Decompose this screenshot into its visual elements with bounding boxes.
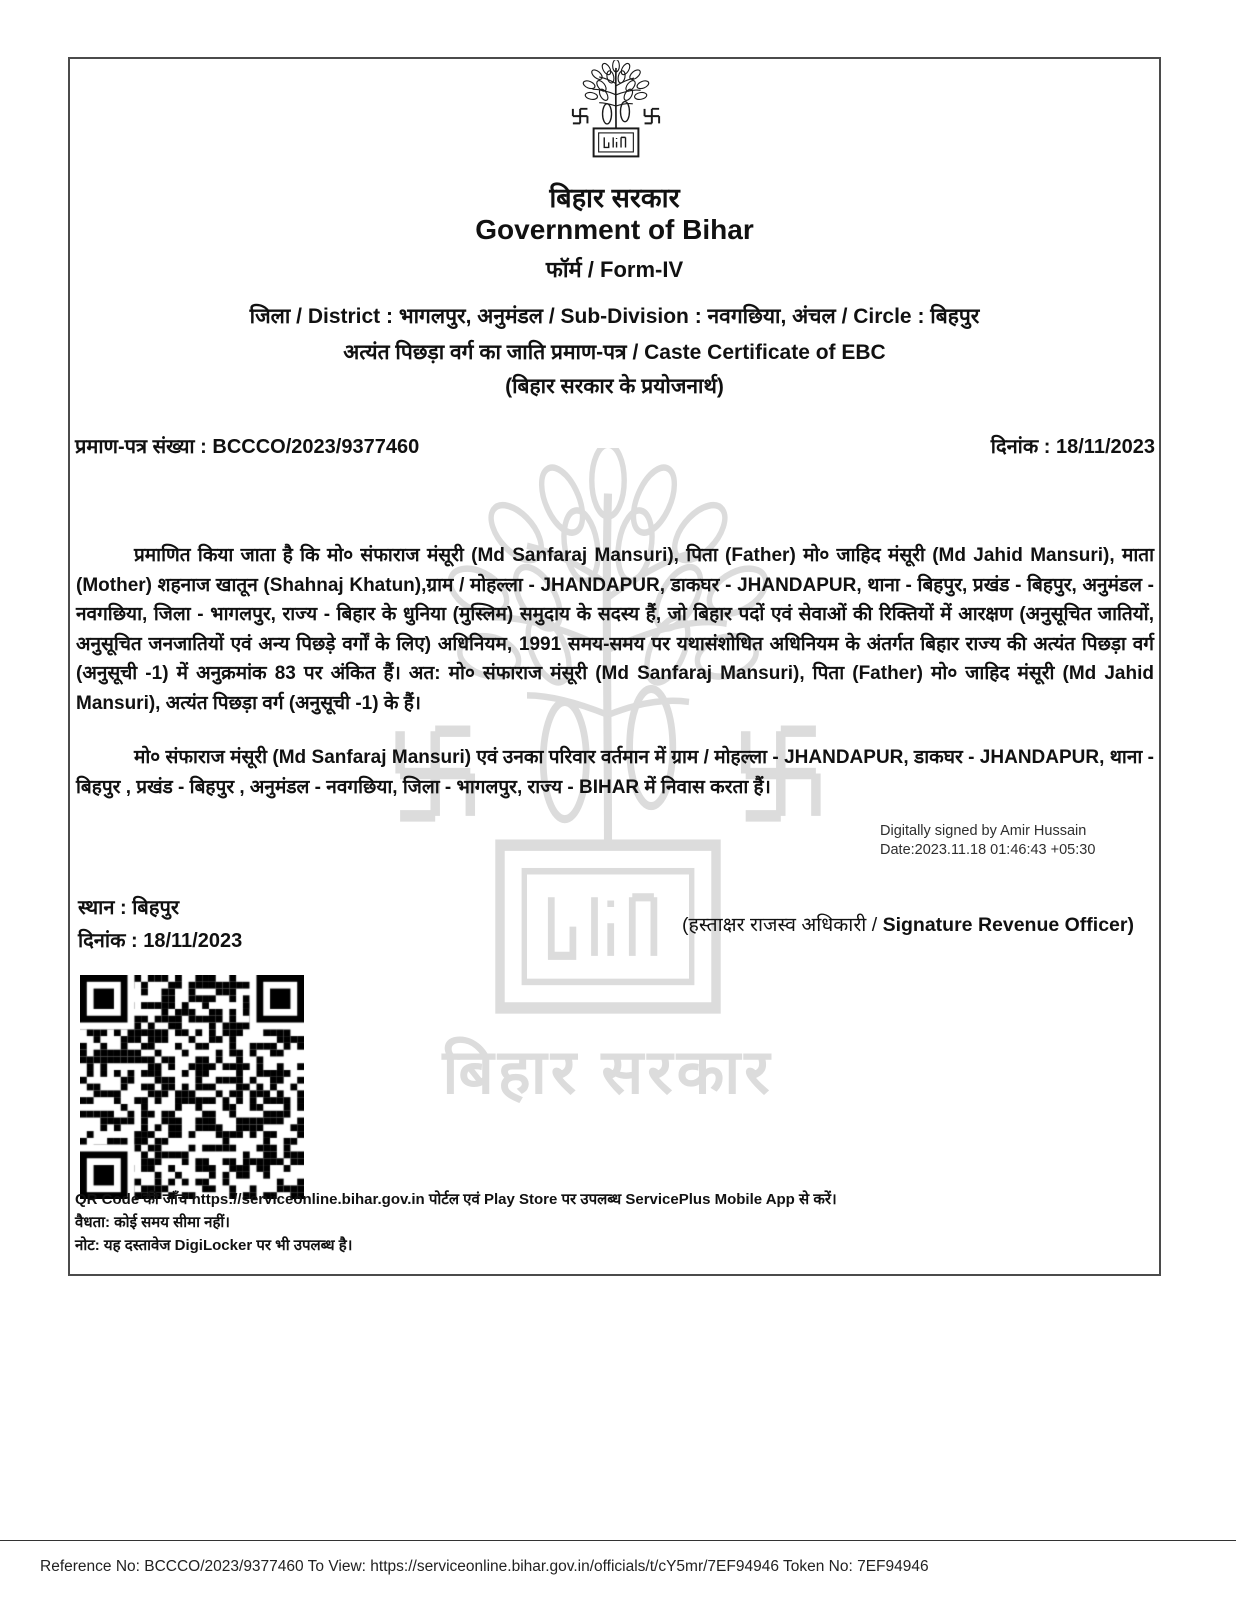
signing-date-label: दिनांक : bbox=[78, 930, 138, 952]
certificate-paragraph-1: प्रमाणित किया जाता है कि मो० संफाराज मंसूरी (Md Sanfaraj Mansuri), पिता (Father) मो० जाहिद मंसूरी (Md Jahid Mansuri), माता (Mother) शहनाज खातून (Shahnaj Khatun),ग्राम / मोहल्ला - JHANDAPUR, डाकघर - JHANDAPUR, थाना - बिहपुर, प्रखंड - बिहपुर, अनुमंडल - नवगछिया, जिला - भागलपुर, राज्य - बिहार के धुनिया (मुस्लिम) समुदाय के सदस्य हैं, जो बिहार पदों एवं सेवाओं की रिक्तियों में आरक्षण (अनुसूचित जातियों, अनुसूचित जनजातियों एवं अन्य पिछड़े वर्गों के लिए) अधिनियम, 1991 समय-समय पर यथासंशोधित अधिनियम के अंतर्गत बिहार राज्य की अत्यंत पिछड़ा वर्ग (अनुसूची -1) में अनुक्रमांक 83 पर अंकित हैं। अत: मो० संफाराज मंसूरी (Md Sanfaraj Mansuri), पिता (Father) मो० जाहिद मंसूरी (Md Jahid Mansuri), अत्यंत पिछड़ा वर्ग (अनुसूची -1) के हैं। bbox=[76, 545, 1154, 714]
purpose-line: (बिहार सरकार के प्रयोजनार्थ) bbox=[505, 375, 724, 398]
officer-label-hindi: (हस्ताक्षर राजस्व अधिकारी / bbox=[682, 914, 883, 936]
footer-divider bbox=[0, 1540, 1236, 1541]
watermark-text: बिहार सरकार bbox=[442, 1038, 774, 1107]
certificate-meta-row bbox=[75, 432, 1155, 459]
place-value: बिहपुर bbox=[132, 897, 179, 919]
validity-note: वैधता: कोई समय सीमा नहीं। bbox=[75, 1214, 230, 1231]
district-subdivision-circle-line: जिला / District : भागलपुर, अनुमंडल / Sub-Division : नवगछिया, अंचल / Circle : बिहपुर bbox=[249, 305, 980, 328]
qr-code bbox=[80, 975, 304, 1199]
form-number: फॉर्म / Form-IV bbox=[545, 257, 684, 282]
certificate-number-label: प्रमाण-पत्र संख्या : bbox=[75, 436, 207, 458]
bihar-emblem-icon bbox=[560, 60, 672, 161]
officer-label-english: Signature Revenue Officer) bbox=[882, 914, 1134, 936]
place-label: स्थान : bbox=[78, 897, 127, 919]
footer-reference-line: Reference No: BCCCO/2023/9377460 To View: https://serviceonline.bihar.gov.in/officials/t/cY5mr/7EF94946 Token No: 7EF94946 bbox=[40, 1558, 929, 1575]
certificate-notes bbox=[75, 1188, 837, 1257]
digital-signature-line2: Date:2023.11.18 01:46:43 +05:30 bbox=[880, 842, 1096, 858]
digital-signature-block bbox=[880, 822, 1095, 860]
digital-signature-line1: Digitally signed by Amir Hussain bbox=[880, 823, 1087, 839]
certificate-title: अत्यंत पिछड़ा वर्ग का जाति प्रमाण-पत्र / Caste Certificate of EBC bbox=[343, 341, 886, 364]
digilocker-note: नोट: यह दस्तावेज DigiLocker पर भी उपलब्ध है। bbox=[75, 1237, 353, 1254]
qr-verification-note: QR Code की जाँच https://serviceonline.bihar.gov.in पोर्टल एवं Play Store पर उपलब्ध ServicePlus Mobile App से करें। bbox=[75, 1191, 837, 1208]
issue-date-label: दिनांक : bbox=[990, 436, 1051, 458]
signing-date-value: 18/11/2023 bbox=[143, 930, 243, 952]
title-english: Government of Bihar bbox=[475, 214, 754, 245]
certificate-number-value: BCCCO/2023/9377460 bbox=[212, 436, 420, 458]
certificate-paragraph-2: मो० संफाराज मंसूरी (Md Sanfaraj Mansuri) एवं उनका परिवार वर्तमान में ग्राम / मोहल्ला - JHANDAPUR, डाकघर - JHANDAPUR, थाना - बिहपुर , प्रखंड - बिहपुर , अनुमंडल - नवगछिया, जिला - भागलपुर, राज्य - BIHAR में निवास करता हैं। bbox=[76, 747, 1154, 798]
bihar-emblem-watermark-icon bbox=[338, 448, 878, 1034]
revenue-officer-signature-label bbox=[682, 910, 1134, 937]
place-date-block bbox=[78, 892, 242, 958]
title-hindi: बिहार सरकार bbox=[549, 183, 680, 213]
issue-date-value: 18/11/2023 bbox=[1056, 436, 1155, 458]
